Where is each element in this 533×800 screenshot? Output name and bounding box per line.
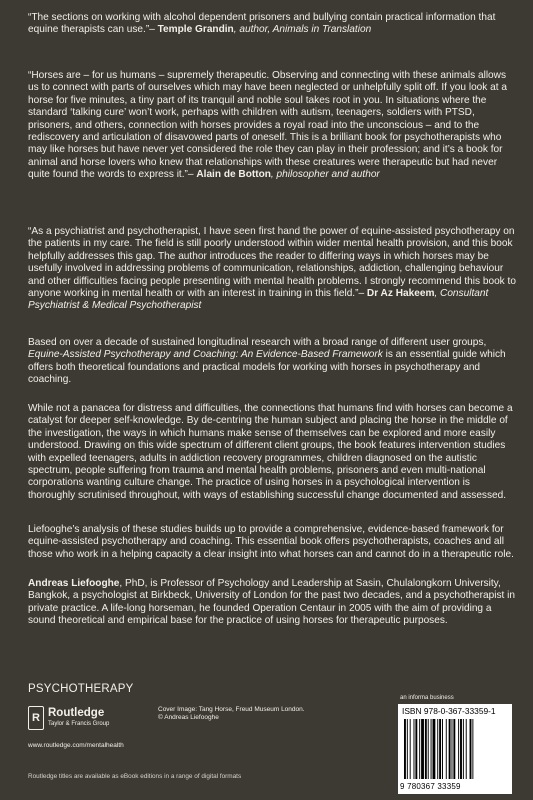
publisher-name: Routledge	[48, 707, 105, 719]
isbn-number: ISBN 978-0-367-33359-1	[402, 706, 496, 716]
endorsement-quote-de-botton: “Horses are – for us humans – supremely therapeutic. Observing and connecting with these animals allows us to connect with parts of ourselves which may have been neglected or unhelpfully split off. If you look at a horse for five minutes, a tiny part of its tranquil and noble soul takes root in you. In situations where the standard ‘talking cure’ won’t work, perhaps with children with autism, teenagers, soldiers with PTSD, prisoners, and others, connection with horses provides a royal road into the unconscious – and to the rediscovery and articulation of disavowed parts of oneself. This is a brilliant book for psychotherapists who may like horses but have never yet considered the role they can play in their profession; and it’s a book for animal and horse lovers who knew that relationships with these creatures were therapeutic but had never quite found the words to express it.”– Alain de Botton, philosopher and author	[28, 70, 507, 181]
quote-author: Temple Grandin	[157, 24, 234, 36]
author-name: Andreas Liefooghe	[28, 578, 120, 589]
publisher-url[interactable]: www.routledge.com/mentalhealth	[28, 742, 124, 749]
publisher-group: Taylor & Francis Group	[48, 721, 110, 727]
description-paragraph-3: Liefooghe’s analysis of these studies builds up to provide a comprehensive, evidence-based framework for equine-assisted psychotherapy and coaching. This essential book offers psychotherapists, coaches and all those who work in a helping capacity a clear insight into what horses can and cannot do in a therapeutic role.	[28, 524, 514, 560]
routledge-logo-icon: R	[28, 706, 44, 730]
subject-category: PSYCHOTHERAPY	[28, 683, 134, 695]
barcode-number: 9 780367 33359	[400, 782, 461, 791]
barcode-panel	[398, 704, 512, 794]
cover-credit: Cover Image: Tang Horse, Freud Museum London. © Andreas Liefooghe	[158, 706, 305, 722]
book-title: Equine-Assisted Psychotherapy and Coaching: An Evidence-Based Framework	[28, 349, 383, 361]
quote-author: Dr Az Hakeem	[366, 288, 435, 300]
barcode-icon	[402, 719, 508, 779]
quote-author-role: , philosopher and author	[270, 169, 380, 181]
author-bio: Andreas Liefooghe, PhD, is Professor of Psychology and Leadership at Sasin, Chulalongkorn University, Bangkok, a psychologist at Birkbeck, University of London for the past two decades, and a psychotherapist in private practice. A life-long horseman, he founded Operation Centaur in 2005 with the aim of providing a sound theoretical and empirical base for the practice of using horses for therapeutic purposes.	[28, 578, 516, 627]
quote-author: Alain de Botton	[196, 169, 271, 181]
description-paragraph-2: While not a panacea for distress and difficulties, the connections that humans find with horses can become a catalyst for deeper self-knowledge. By de-centring the human subject and placing the horse in the middle of the investigation, the ways in which humans make sense of themselves can be explored and more easily understood. Drawing on this wide spectrum of different client groups, the book features intervention studies with expelled teenagers, adults in addiction recovery programmes, children diagnosed on the autistic spectrum, people suffering from trauma and mental health problems, prisoners and even multi-national corporations wanting culture change. The practice of using horses in a psychological intervention is thoroughly scrutinised throughout, with ways of establishing successful change documented and assessed.	[28, 403, 513, 501]
description-paragraph-1: Based on over a decade of sustained longitudinal research with a broad range of different user groups, Equine-Assisted Psychotherapy and Coaching: An Evidence-Based Framework is an essential guide which offers both theoretical foundations and practical models for working with horses in psychotherapy and coaching.	[28, 337, 506, 386]
informa-tagline: an informa business	[400, 695, 454, 701]
quote-author-role: , author, Animals in Translation	[233, 24, 372, 36]
publisher-logo	[28, 706, 148, 736]
endorsement-quote-hakeem: “As a psychiatrist and psychotherapist, I have seen first hand the power of equine-assisted psychotherapy on the patients in my care. The field is still poorly understood within wider mental health provision, and this book helpfully addresses this gap. The author introduces the reader to differing ways in which horses may be usefully involved in addressing problems of communication, relationships, addiction, challenging behaviour and other difficulties facing people presenting with mental health problems. I strongly recommend this book to anyone working in mental health or with an interest in training in this field.”– Dr Az Hakeem, Consultant Psychiatrist & Medical Psychotherapist	[28, 226, 516, 312]
endorsement-quote-grandin: “The sections on working with alcohol dependent prisoners and bullying contain practical information that equine therapists can use.”– Temple Grandin, author, Animals in Translation	[28, 12, 496, 36]
quote-author-role: , Consultant Psychiatrist & Medical Psychotherapist	[28, 288, 489, 312]
ebook-availability-note: Routledge titles are available as eBook editions in a range of digital formats	[28, 773, 242, 780]
